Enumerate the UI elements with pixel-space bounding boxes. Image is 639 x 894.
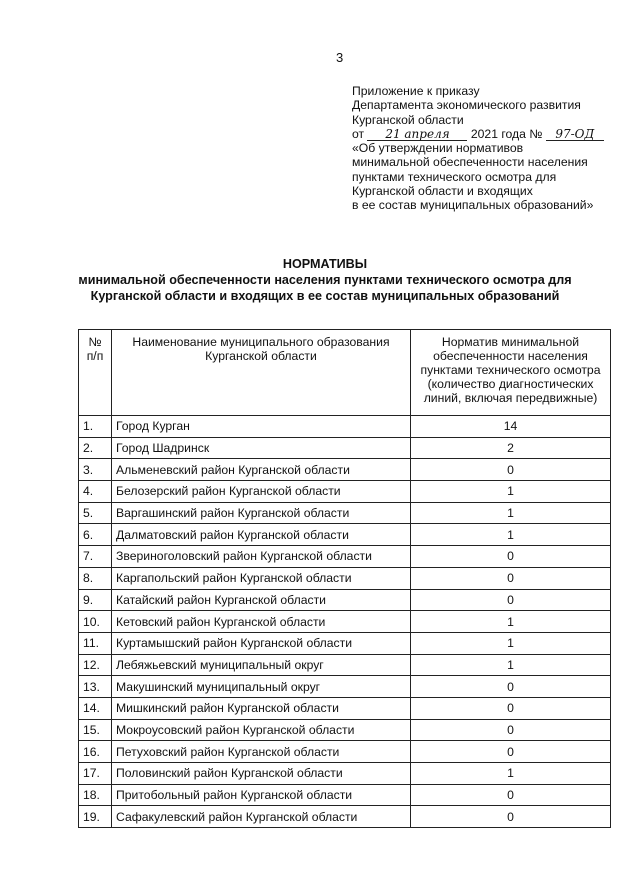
- row-municipality: Мишкинский район Курганской области: [112, 697, 411, 719]
- row-number: 11.: [79, 632, 112, 654]
- row-number: 7.: [79, 546, 112, 568]
- row-municipality: Половинский район Курганской области: [112, 763, 411, 785]
- row-norm-value: 1: [411, 763, 611, 785]
- row-number: 5.: [79, 502, 112, 524]
- row-number: 2.: [79, 437, 112, 459]
- table-row: [79, 459, 611, 481]
- row-number: 16.: [79, 741, 112, 763]
- row-municipality: Звериноголовский район Курганской области: [112, 546, 411, 568]
- norms-table: [78, 329, 611, 828]
- table-row: [79, 589, 611, 611]
- document-title: [60, 256, 590, 304]
- row-municipality: Сафакулевский район Курганской области: [112, 806, 411, 828]
- title-line: Курганской области и входящих в ее состав муниципальных образований: [90, 289, 560, 303]
- row-number: 1.: [79, 416, 112, 438]
- row-norm-value: 0: [411, 697, 611, 719]
- table-row: [79, 654, 611, 676]
- header-num: № п/п: [79, 330, 112, 416]
- row-municipality: Притобольный район Курганской области: [112, 784, 411, 806]
- row-norm-value: 0: [411, 589, 611, 611]
- table-row: [79, 524, 611, 546]
- row-number: 12.: [79, 654, 112, 676]
- table-row: [79, 437, 611, 459]
- appendix-line: «Об утверждении нормативов: [352, 141, 524, 156]
- row-norm-value: 0: [411, 459, 611, 481]
- table-header-row: [79, 330, 611, 416]
- table-row: [79, 632, 611, 654]
- row-number: 18.: [79, 784, 112, 806]
- appendix-line: минимальной обеспеченности населения: [352, 155, 588, 170]
- table-row: [79, 719, 611, 741]
- row-municipality: Город Курган: [112, 416, 411, 438]
- appendix-date-line: [352, 127, 632, 141]
- handwritten-order-number: 97-ОД: [546, 129, 604, 141]
- row-norm-value: 0: [411, 546, 611, 568]
- row-norm-value: 0: [411, 741, 611, 763]
- appendix-line: Приложение к приказу: [352, 84, 480, 98]
- table-row: [79, 741, 611, 763]
- header-value: Норматив минимальной обеспеченности населения пунктами технического осмотра (количество диагностических линий, включая передвижные): [411, 330, 611, 416]
- row-number: 6.: [79, 524, 112, 546]
- table-row: [79, 416, 611, 438]
- row-norm-value: 0: [411, 806, 611, 828]
- row-number: 19.: [79, 806, 112, 828]
- row-norm-value: 0: [411, 784, 611, 806]
- row-number: 10.: [79, 611, 112, 633]
- row-number: 8.: [79, 567, 112, 589]
- title-line: минимальной обеспеченности населения пунктами технического осмотра для: [78, 273, 572, 287]
- row-municipality: Мокроусовский район Курганской области: [112, 719, 411, 741]
- row-municipality: Кетовский район Курганской области: [112, 611, 411, 633]
- appendix-line: Курганской области: [352, 112, 464, 127]
- row-number: 13.: [79, 676, 112, 698]
- row-number: 4.: [79, 481, 112, 503]
- header-name: Наименование муниципального образования Курганской области: [112, 330, 411, 416]
- row-municipality: Город Шадринск: [112, 437, 411, 459]
- row-municipality: Каргапольский район Курганской области: [112, 567, 411, 589]
- appendix-block: [352, 84, 632, 213]
- row-municipality: Белозерский район Курганской области: [112, 481, 411, 503]
- row-norm-value: 0: [411, 719, 611, 741]
- appendix-year-label: 2021 года №: [470, 126, 543, 141]
- table-row: [79, 806, 611, 828]
- row-norm-value: 1: [411, 481, 611, 503]
- page-number: 3: [336, 50, 344, 65]
- table-row: [79, 784, 611, 806]
- appendix-line: Курганской области и входящих: [352, 184, 533, 199]
- row-municipality: Куртамышский район Курганской области: [112, 632, 411, 654]
- table-row: [79, 697, 611, 719]
- row-municipality: Катайский район Курганской области: [112, 589, 411, 611]
- row-norm-value: 2: [411, 437, 611, 459]
- appendix-line: Департамента экономического развития: [352, 98, 581, 113]
- row-norm-value: 0: [411, 567, 611, 589]
- row-norm-value: 14: [411, 416, 611, 438]
- row-number: 9.: [79, 589, 112, 611]
- table-row: [79, 481, 611, 503]
- table-row: [79, 676, 611, 698]
- row-municipality: Варгашинский район Курганской области: [112, 502, 411, 524]
- row-municipality: Макушинский муниципальный округ: [112, 676, 411, 698]
- row-municipality: Далматовский район Курганской области: [112, 524, 411, 546]
- row-norm-value: 1: [411, 502, 611, 524]
- row-number: 14.: [79, 697, 112, 719]
- row-norm-value: 1: [411, 632, 611, 654]
- row-municipality: Лебяжьевский муниципальный округ: [112, 654, 411, 676]
- table-row: [79, 567, 611, 589]
- row-municipality: Альменевский район Курганской области: [112, 459, 411, 481]
- row-norm-value: 1: [411, 524, 611, 546]
- table-row: [79, 763, 611, 785]
- appendix-line: в ее состав муниципальных образований»: [352, 198, 594, 213]
- row-number: 15.: [79, 719, 112, 741]
- table-row: [79, 611, 611, 633]
- row-number: 3.: [79, 459, 112, 481]
- appendix-line: пунктами технического осмотра для: [352, 169, 557, 184]
- row-number: 17.: [79, 763, 112, 785]
- row-municipality: Петуховский район Курганской области: [112, 741, 411, 763]
- title-heading: НОРМАТИВЫ: [282, 257, 368, 271]
- row-norm-value: 1: [411, 654, 611, 676]
- appendix-from-label: от: [352, 126, 365, 141]
- handwritten-date: 21 апреля: [367, 129, 467, 141]
- row-norm-value: 0: [411, 676, 611, 698]
- table-row: [79, 502, 611, 524]
- table-row: [79, 546, 611, 568]
- row-norm-value: 1: [411, 611, 611, 633]
